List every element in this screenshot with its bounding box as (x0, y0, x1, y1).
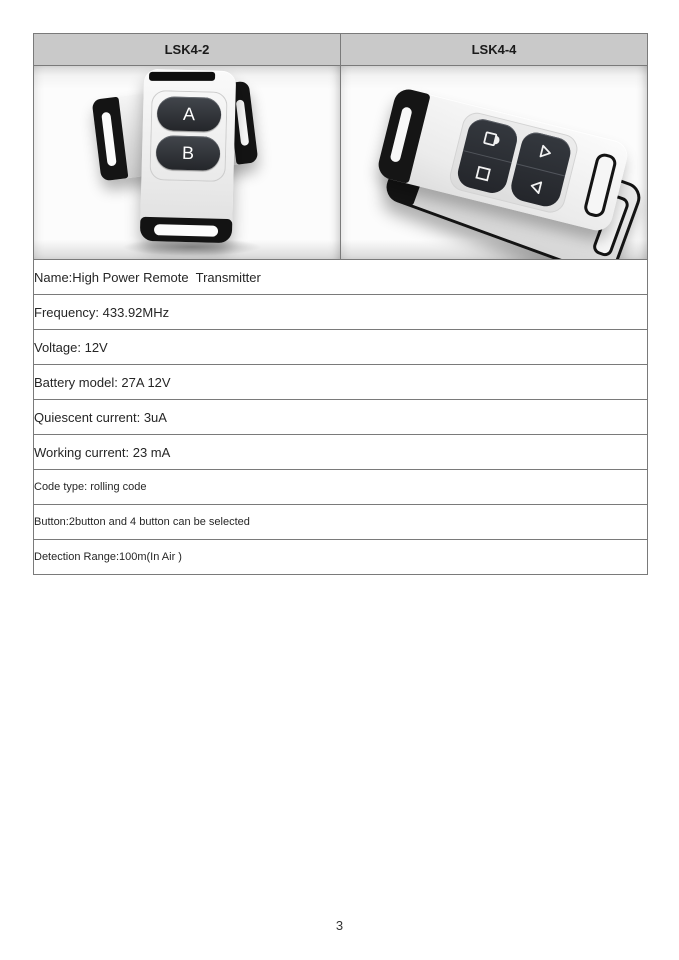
spec-detection-range: Detection Range:100m(In Air ) (34, 540, 648, 575)
spec-row (34, 505, 648, 540)
column-header-lsk4-2: LSK4-2 (34, 34, 341, 66)
remote-4btn-stack (375, 86, 630, 233)
keychain-slot (582, 152, 618, 219)
spec-row (34, 295, 648, 330)
remote-end-cap (375, 86, 430, 183)
spec-row (34, 365, 648, 400)
triangle-right-icon (533, 140, 557, 164)
remote-2btn-front-unit (140, 69, 236, 243)
spec-battery-model: Battery model: 27A 12V (34, 365, 648, 400)
remote-top-trim (149, 72, 215, 81)
spec-row (34, 260, 648, 295)
spec-row (34, 435, 648, 470)
square-icon (471, 161, 495, 185)
spec-frequency: Frequency: 433.92MHz (34, 295, 648, 330)
page-number: 3 (335, 918, 344, 933)
remote-button-b: B (156, 135, 221, 171)
spec-row (34, 400, 648, 435)
door-open-icon (480, 127, 504, 151)
keychain-slot (236, 99, 250, 146)
button-pill-right (508, 129, 573, 209)
remote-end-cap (92, 97, 129, 182)
keychain-slot (154, 224, 218, 237)
spec-working-current: Working current: 23 mA (34, 435, 648, 470)
product-spec-table (33, 33, 648, 575)
lsk4-2-product-photo (34, 66, 340, 259)
header-row (34, 34, 648, 66)
spec-name: Name:High Power Remote Transmitter (34, 260, 648, 295)
remote-button-a: A (157, 96, 222, 132)
remote-bottom-cap (140, 217, 233, 243)
spec-row (34, 330, 648, 365)
spec-row (34, 470, 648, 505)
triangle-left-icon (524, 175, 548, 199)
spec-code-type: Code type: rolling code (34, 470, 648, 505)
spec-row (34, 540, 648, 575)
spec-quiescent-current: Quiescent current: 3uA (34, 400, 648, 435)
keychain-slot (101, 112, 117, 167)
spec-button-options: Button:2button and 4 button can be selected (34, 505, 648, 540)
product-image-row (34, 66, 648, 260)
keychain-slot (389, 106, 412, 163)
lsk4-4-product-photo (341, 66, 647, 259)
spec-voltage: Voltage: 12V (34, 330, 648, 365)
lsk4-4-image-cell (341, 66, 648, 260)
column-header-lsk4-4: LSK4-4 (341, 34, 648, 66)
lsk4-2-image-cell (34, 66, 341, 260)
